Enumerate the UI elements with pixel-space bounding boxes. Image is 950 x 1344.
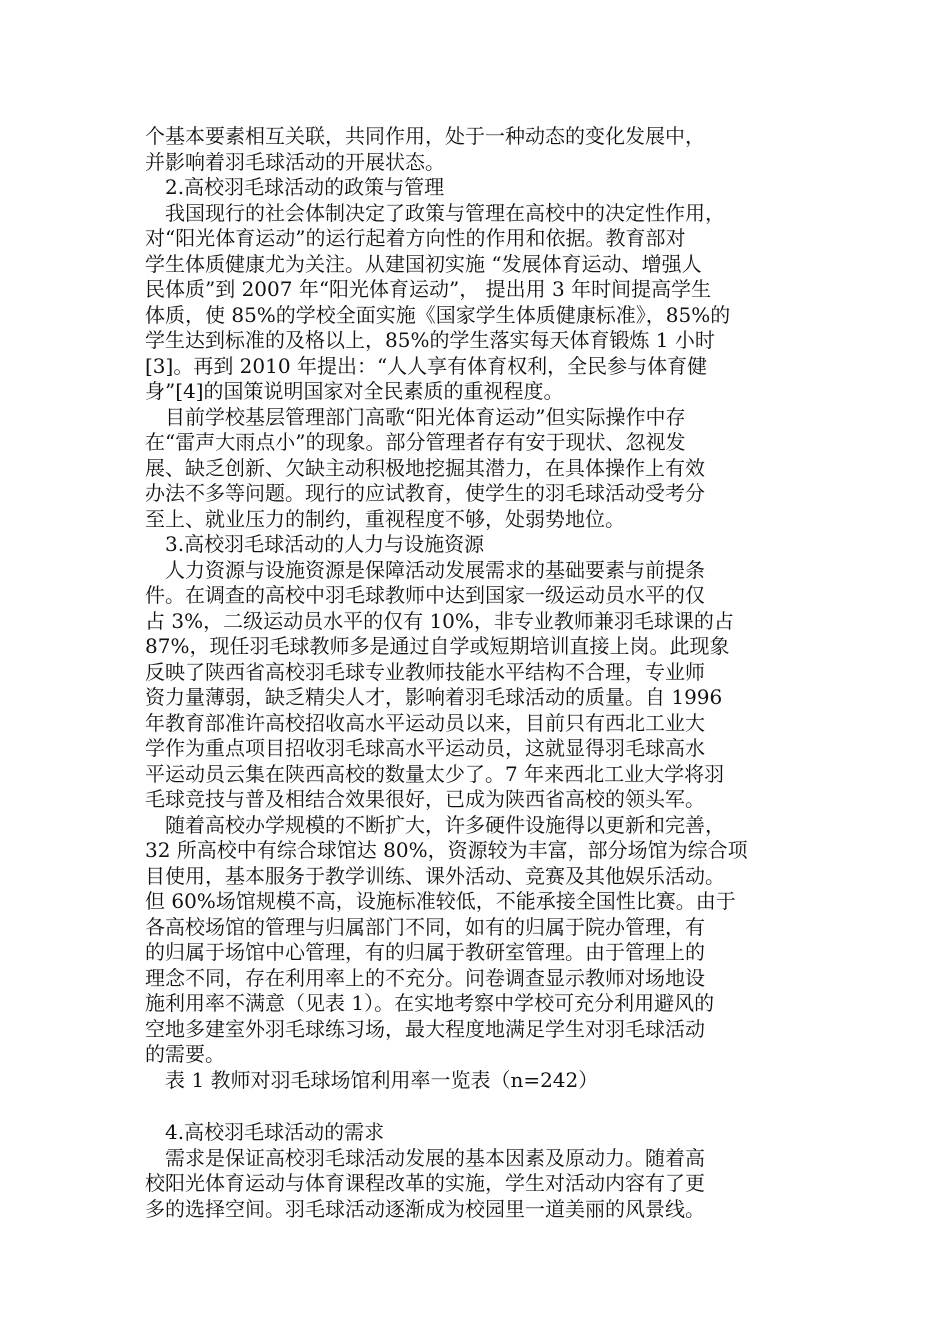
text-line: 毛球竞技与普及相结合效果很好，已成为陕西省高校的领头军。 [145,787,705,811]
text-line: 至上、就业压力的制约，重视程度不够，处弱势地位。 [145,506,625,531]
text-line: 87%，现任羽毛球教师多是通过自学或短期培训直接上岗。此现象 [145,634,730,658]
text-line: 目前学校基层管理部门高歌“阳光体育运动”但实际操作中存 [165,404,686,429]
text-line: [3]。再到 2010 年提出：“人人享有体育权利，全民参与体育健 [145,353,708,378]
text-line: 但 60%场馆规模不高，设施标准较低，不能承接全国性比赛。由于 [145,889,736,913]
text-line: 2.高校羽毛球活动的政策与管理 [165,175,445,199]
body-text-bottom [145,1120,805,1222]
text-line: 平运动员云集在陕西高校的数量太少了。7 年来西北工业大学将羽 [145,761,725,786]
text-line: 并影响着羽毛球活动的开展状态。 [145,149,445,174]
text-line: 随着高校办学规模的不断扩大，许多硬件设施得以更新和完善， [165,812,725,837]
text-line: 我国现行的社会体制决定了政策与管理在高校中的决定性作用， [165,200,725,225]
body-text-top [145,124,805,1093]
text-line: 在“雷声大雨点小”的现象。部分管理者存有安于现状、忽视发 [145,430,686,454]
text-line: 个基本要素相互关联，共同作用，处于一种动态的变化发展中， [145,124,705,148]
text-line: 年教育部准许高校招收高水平运动员以来，目前只有西北工业大 [145,710,705,735]
text-line: 民体质”到 2007 年“阳光体育运动”， 提出用 3 年时间提高学生 [145,277,712,301]
text-line: 需求是保证高校羽毛球活动发展的基本因素及原动力。随着高 [165,1145,705,1170]
text-line: 的需要。 [145,1042,225,1066]
text-line: 各高校场馆的管理与归属部门不同，如有的归属于院办管理，有 [145,914,705,939]
text-line: 空地多建室外羽毛球练习场，最大程度地满足学生对羽毛球活动 [145,1016,705,1041]
text-line: 的归属于场馆中心管理，有的归属于教研室管理。由于管理上的 [145,940,705,964]
text-line: 多的选择空间。羽毛球活动逐渐成为校园里一道美丽的风景线。 [145,1196,705,1221]
text-line: 办法不多等问题。现行的应试教育，使学生的羽毛球活动受考分 [145,481,705,505]
text-line: 占 3%，二级运动员水平的仅有 10%，非专业教师兼羽毛球课的占 [145,608,734,633]
text-line: 理念不同，存在利用率上的不充分。问卷调查显示教师对场地设 [145,965,705,990]
text-line: 校阳光体育运动与体育课程改革的实施，学生对活动内容有了更 [145,1171,705,1195]
text-line: 学作为重点项目招收羽毛球高水平运动员，这就显得羽毛球高水 [145,736,705,760]
text-line: 件。在调查的高校中羽毛球教师中达到国家一级运动员水平的仅 [145,583,705,607]
text-line: 展、缺乏创新、欠缺主动积极地挖掘其潜力，在具体操作上有效 [145,455,705,480]
text-line: 学生体质健康尤为关注。从建国初实施 “发展体育运动、增强人 [145,251,702,276]
text-line: 资力量薄弱，缺乏精尖人才，影响着羽毛球活动的质量。自 1996 [145,685,723,709]
text-line: 3.高校羽毛球活动的人力与设施资源 [165,532,485,556]
text-line: 施利用率不满意（见表 1）。在实地考察中学校可充分利用避风的 [145,991,715,1015]
text-line: 表 1 教师对羽毛球场馆利用率一览表（n=242） [165,1067,599,1092]
text-line: 身”[4]的国策说明国家对全民素质的重视程度。 [145,379,564,403]
text-line: 对“阳光体育运动”的运行起着方向性的作用和依据。教育部对 [145,226,686,250]
text-line: 目使用，基本服务于教学训练、课外活动、竞赛及其他娱乐活动。 [145,863,725,888]
text-line: 反映了陕西省高校羽毛球专业教师技能水平结构不合理，专业师 [145,659,705,684]
text-line: 32 所高校中有综合球馆达 80%，资源较为丰富，部分场馆为综合项 [145,838,748,862]
text-line: 人力资源与设施资源是保障活动发展需求的基础要素与前提条 [165,557,705,582]
text-line: 体质，使 85%的学校全面实施《国家学生体质健康标准》，85%的 [145,302,731,327]
text-line: 学生达到标准的及格以上，85%的学生落实每天体育锻炼 1 小时 [145,328,715,352]
text-line: 4.高校羽毛球活动的需求 [165,1120,385,1144]
